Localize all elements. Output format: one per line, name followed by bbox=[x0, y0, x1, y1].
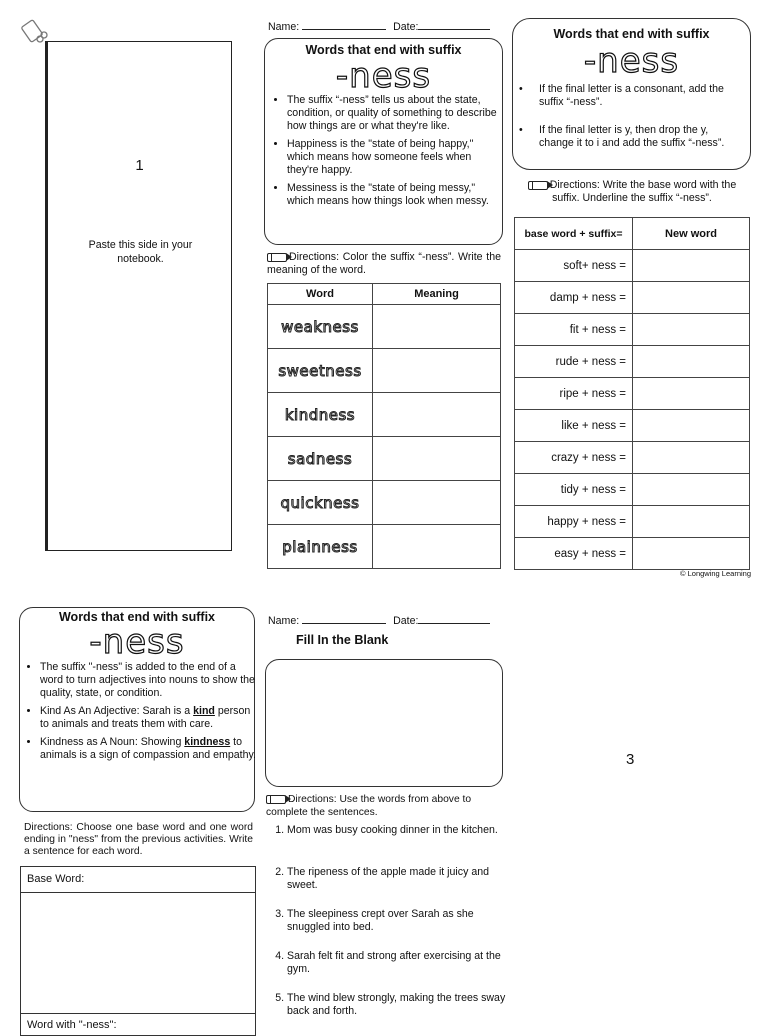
info-box bbox=[264, 38, 503, 245]
bullet-item: • The suffix "-ness" is added to the end of a word to turn adjectives into nouns to show the quality, state, or condition. bbox=[40, 661, 260, 700]
info-box bbox=[19, 607, 255, 812]
name-label: Name: bbox=[268, 615, 300, 627]
answer-cell[interactable] bbox=[633, 282, 750, 314]
base-word-writing-area[interactable] bbox=[21, 893, 255, 1013]
meaning-cell[interactable] bbox=[373, 393, 501, 437]
answer-cell[interactable] bbox=[633, 250, 750, 282]
page-number: 1 bbox=[135, 157, 144, 174]
answer-cell[interactable] bbox=[633, 410, 750, 442]
word-cell[interactable]: sweetness bbox=[268, 349, 373, 393]
box-title: Words that end with suffix bbox=[305, 43, 462, 57]
word-bank-box[interactable] bbox=[265, 659, 503, 787]
name-label: Name: bbox=[268, 21, 300, 33]
table-row bbox=[515, 410, 750, 442]
equation-cell: like + ness = bbox=[515, 410, 633, 442]
bullet-item: • Happiness is the "state of being happy," which means how someone feels when they're happy. bbox=[287, 138, 497, 177]
word-cell[interactable]: weakness bbox=[268, 305, 373, 349]
box-title: Words that end with suffix bbox=[58, 610, 216, 624]
date-label: Date: bbox=[393, 615, 419, 627]
pencil-icon bbox=[266, 795, 286, 804]
rules-box bbox=[512, 18, 751, 170]
meaning-cell[interactable] bbox=[373, 437, 501, 481]
date-label: Date: bbox=[393, 21, 419, 33]
column-header: base word + suffix= bbox=[515, 218, 633, 250]
table-row bbox=[268, 305, 501, 349]
paste-panel bbox=[45, 41, 232, 551]
table-row bbox=[515, 346, 750, 378]
name-field[interactable] bbox=[302, 29, 386, 30]
page-number: 3 bbox=[626, 751, 635, 768]
equation-cell: easy + ness = bbox=[515, 538, 633, 570]
table-row bbox=[268, 393, 501, 437]
copyright: © Longwing Learning bbox=[680, 569, 751, 578]
word-with-label: Word with "-ness": bbox=[27, 1019, 117, 1031]
equation-cell: damp + ness = bbox=[515, 282, 633, 314]
pencil-icon bbox=[267, 253, 287, 262]
rule-item: • If the final letter is a consonant, add the suffix “-ness”. bbox=[519, 83, 745, 108]
base-word-label: Base Word: bbox=[27, 873, 85, 885]
meaning-cell[interactable] bbox=[373, 349, 501, 393]
table-row bbox=[515, 538, 750, 570]
base-word-table bbox=[514, 217, 750, 570]
answer-cell[interactable] bbox=[633, 538, 750, 570]
name-date-line bbox=[268, 615, 500, 628]
table-row bbox=[515, 378, 750, 410]
divider bbox=[21, 1013, 255, 1014]
meaning-cell[interactable] bbox=[373, 481, 501, 525]
sentence-item: 3. The sleepiness crept over Sarah as she snuggled into bed. bbox=[287, 908, 519, 950]
paste-note: Paste this side in your notebook. bbox=[88, 239, 193, 265]
table-row bbox=[268, 349, 501, 393]
bullet-item bbox=[40, 705, 260, 731]
table-row bbox=[268, 481, 501, 525]
bullet-item: • Messiness is the "state of being messy," which means how things look when messy. bbox=[287, 182, 497, 208]
directions-text: Directions: Use the words from above to complete the sentences. bbox=[266, 794, 472, 818]
word-meaning-table bbox=[267, 283, 501, 569]
table-row bbox=[515, 506, 750, 538]
answer-cell[interactable] bbox=[633, 314, 750, 346]
bullet-text: to animals is a sign of compassion and empathy. bbox=[40, 736, 256, 761]
table-row bbox=[515, 250, 750, 282]
answer-cell[interactable] bbox=[633, 346, 750, 378]
answer-cell[interactable] bbox=[633, 378, 750, 410]
column-header: New word bbox=[633, 218, 750, 250]
bullet-list bbox=[20, 661, 260, 767]
bullet-list bbox=[267, 94, 497, 213]
column-header: Word bbox=[268, 284, 373, 305]
bullet-item: • The suffix “-ness” tells us about the state, condition, or quality of something to describe how things are or what they're like. bbox=[287, 94, 497, 133]
name-field[interactable] bbox=[302, 623, 386, 624]
directions-text: Directions: Color the suffix “-ness”. Write the meaning of the word. bbox=[267, 251, 501, 276]
rule-text: If the final letter is y, then drop the y, change it to i and add the suffix “-ness”. bbox=[539, 124, 725, 149]
answer-cell[interactable] bbox=[633, 474, 750, 506]
meaning-cell[interactable] bbox=[373, 525, 501, 569]
column-header: Meaning bbox=[373, 284, 501, 305]
bullet-text: Kindness as A Noun: Showing bbox=[40, 736, 185, 748]
box-title: Words that end with suffix bbox=[553, 27, 710, 41]
equation-cell: tidy + ness = bbox=[515, 474, 633, 506]
highlight-word: kind bbox=[193, 705, 215, 717]
directions bbox=[267, 251, 501, 276]
answer-cell[interactable] bbox=[633, 442, 750, 474]
suffix-title: -ness bbox=[583, 41, 680, 81]
page-title: Fill In the Blank bbox=[296, 633, 389, 647]
equation-cell: fit + ness = bbox=[515, 314, 633, 346]
sentence-item: 1. Mom was busy cooking dinner in the kitchen. bbox=[287, 824, 519, 866]
meaning-cell[interactable] bbox=[373, 305, 501, 349]
sentence-item: 4. Sarah felt fit and strong after exercising at the gym. bbox=[287, 950, 519, 992]
bullet-item bbox=[40, 736, 260, 762]
directions-text: Directions: Write the base word with the suffix. Underline the suffix “-ness”. bbox=[549, 179, 737, 204]
table-row bbox=[515, 442, 750, 474]
answer-cell[interactable] bbox=[633, 506, 750, 538]
word-cell[interactable]: quickness bbox=[268, 481, 373, 525]
table-row bbox=[515, 314, 750, 346]
suffix-title: -ness bbox=[89, 622, 185, 662]
directions bbox=[266, 794, 504, 819]
sentence-item: 5. The wind blew strongly, making the trees sway back and forth. bbox=[287, 992, 519, 1022]
bullet-text: person to animals and treats them with care. bbox=[40, 705, 251, 730]
table-row bbox=[268, 437, 501, 481]
directions bbox=[513, 179, 751, 204]
word-cell[interactable]: plainness bbox=[268, 525, 373, 569]
equation-cell: happy + ness = bbox=[515, 506, 633, 538]
table-row bbox=[268, 525, 501, 569]
sentence-item: 2. The ripeness of the apple made it juicy and sweet. bbox=[287, 866, 519, 908]
equation-cell: rude + ness = bbox=[515, 346, 633, 378]
date-field[interactable] bbox=[418, 29, 490, 30]
sentence-list bbox=[265, 824, 519, 1022]
rule-item: • If the final letter is y, then drop the y, change it to i and add the suffix “-ness”. bbox=[519, 124, 745, 149]
table-row bbox=[515, 474, 750, 506]
bullet-text: Kind As An Adjective: Sarah is a bbox=[40, 705, 194, 717]
rule-text: If the final letter is a consonant, add the suffix “-ness”. bbox=[539, 83, 724, 108]
word-cell[interactable]: sadness bbox=[268, 437, 373, 481]
equation-cell: soft+ ness = bbox=[515, 250, 633, 282]
equation-cell: ripe + ness = bbox=[515, 378, 633, 410]
pencil-icon bbox=[528, 181, 548, 190]
date-field[interactable] bbox=[418, 623, 490, 624]
highlight-word: kindness bbox=[184, 736, 231, 748]
sentence-box bbox=[20, 866, 256, 1036]
table-row bbox=[515, 282, 750, 314]
word-cell[interactable]: kindness bbox=[268, 393, 373, 437]
suffix-title: -ness bbox=[335, 56, 432, 96]
name-date-line bbox=[268, 21, 500, 34]
directions: Directions: Choose one base word and one word ending in "ness" from the previous activities. Write a sentence for each word. bbox=[24, 822, 253, 857]
equation-cell: crazy + ness = bbox=[515, 442, 633, 474]
